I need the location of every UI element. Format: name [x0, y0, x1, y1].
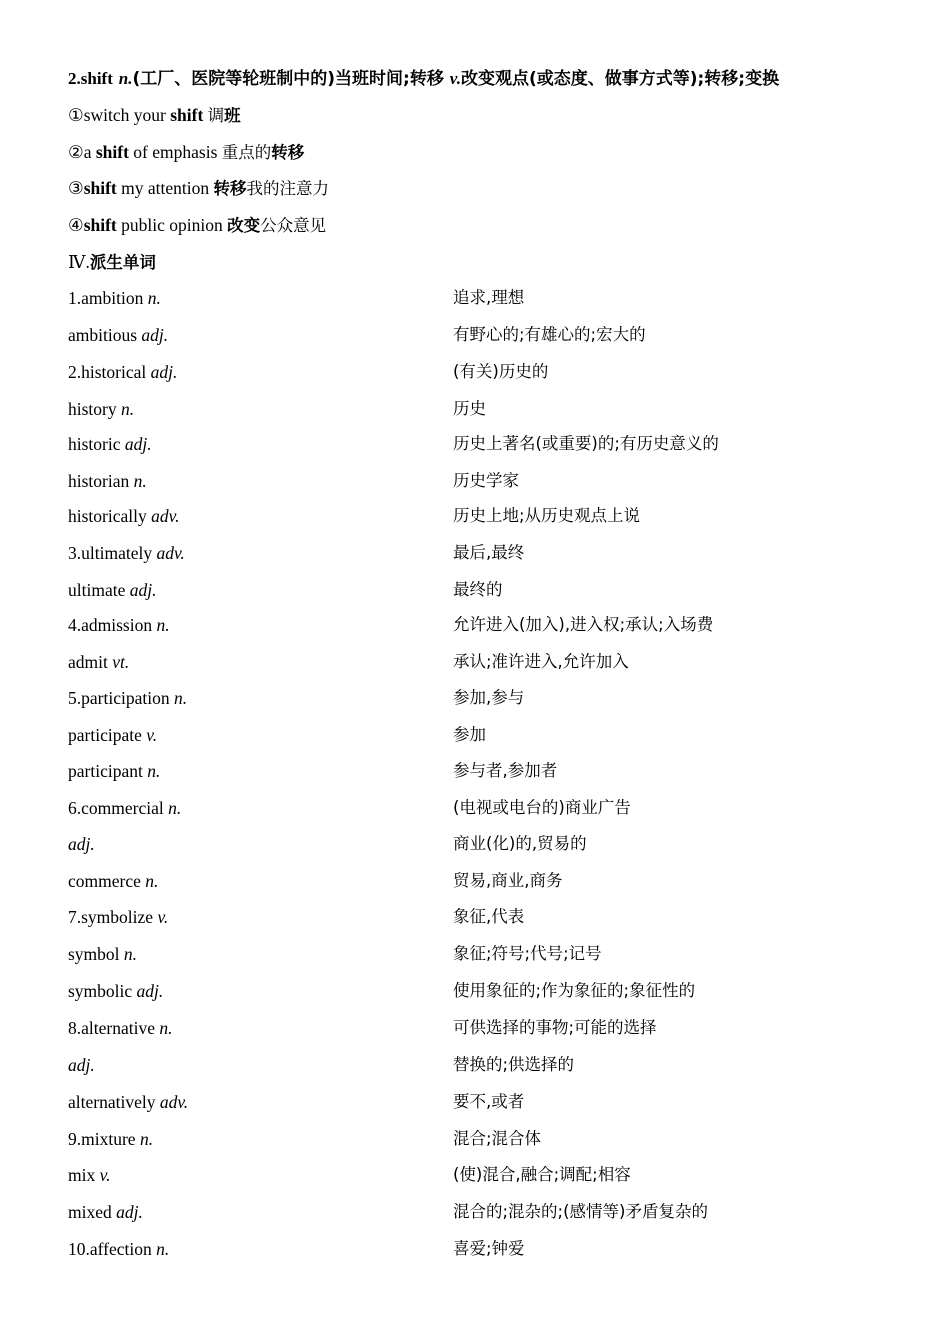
- derivative-row: [68, 469, 888, 493]
- example-keyword: shift: [83, 215, 117, 235]
- derivative-headword: participate: [68, 725, 142, 745]
- derivative-meaning: 承认;准许进入,允许加入: [453, 652, 629, 671]
- derivative-headword: participant: [68, 761, 143, 781]
- derivative-meaning: 历史上著名(或重要)的;有历史意义的: [453, 434, 719, 453]
- example-text: a: [83, 142, 96, 162]
- derivative-headword: history: [68, 399, 117, 419]
- entry-def-verb: 改变观点(或态度、做事方式等);转移;变换: [460, 69, 780, 89]
- derivative-meaning: 有野心的;有雄心的;宏大的: [453, 325, 646, 344]
- derivative-headword: mix: [68, 1165, 96, 1185]
- derivative-pos: v.: [99, 1165, 111, 1185]
- derivative-pos: n.: [173, 688, 188, 708]
- example-text: switch your: [83, 105, 171, 125]
- derivative-meaning: (有关)历史的: [453, 362, 549, 381]
- derivative-row: [68, 541, 888, 565]
- derivative-meaning: 最后,最终: [453, 543, 525, 562]
- derivative-meaning: 商业(化)的,贸易的: [453, 834, 587, 853]
- derivative-headword: 1.ambition: [68, 288, 144, 308]
- derivative-meaning: 允许进入(加入),进入权;承认;入场费: [453, 615, 714, 634]
- derivative-headword: ultimate: [68, 580, 126, 600]
- derivative-meaning: 参加: [453, 725, 486, 744]
- derivative-row: [68, 979, 888, 1003]
- derivative-meaning: 象征;符号;代号;记号: [453, 944, 602, 963]
- derivative-row: [68, 1053, 888, 1077]
- example-translation-key: 转移: [213, 179, 247, 198]
- derivative-meaning: 混合的;混杂的;(感情等)矛盾复杂的: [453, 1202, 708, 1221]
- derivative-word: [68, 1053, 95, 1077]
- derivative-row: [68, 504, 888, 528]
- derivative-headword: 2.historical: [68, 362, 147, 382]
- derivative-headword: historically: [68, 506, 147, 526]
- derivative-meaning: (电视或电台的)商业广告: [453, 798, 631, 817]
- section-title: 派生单词: [89, 253, 156, 272]
- derivative-pos: adv.: [156, 543, 185, 563]
- derivative-meaning: (使)混合,融合;调配;相容: [453, 1165, 631, 1184]
- derivative-word: [68, 650, 129, 674]
- derivative-word: [68, 286, 161, 310]
- derivative-row: [68, 432, 888, 456]
- example-line: [68, 176, 329, 201]
- entry-pos-noun: n.: [118, 69, 133, 88]
- derivative-headword: admit: [68, 652, 108, 672]
- example-translation-key: 班: [224, 106, 241, 125]
- derivative-pos: n.: [147, 288, 161, 308]
- derivative-word: [68, 796, 181, 820]
- example-text: of emphasis: [128, 142, 222, 162]
- derivative-headword: 3.ultimately: [68, 543, 153, 563]
- derivative-pos: n.: [156, 1239, 170, 1259]
- derivative-row: [68, 759, 888, 783]
- derivative-meaning: 贸易,商业,商务: [453, 871, 563, 890]
- derivative-headword: symbol: [68, 944, 120, 964]
- shift-entry-heading: [68, 67, 779, 91]
- derivative-word: [68, 469, 147, 493]
- example-text: public opinion: [116, 215, 228, 235]
- derivative-word: [68, 1016, 172, 1040]
- derivative-meaning: 历史上地;从历史观点上说: [453, 506, 641, 525]
- derivative-row: [68, 286, 888, 310]
- derivative-row: [68, 796, 888, 820]
- derivative-word: [68, 1237, 169, 1261]
- derivative-pos: adj.: [116, 1202, 143, 1222]
- entry-def-noun: (工厂、医院等轮班制中的)当班时间;转移: [132, 69, 444, 89]
- derivative-word: [68, 578, 156, 602]
- example-marker: ③: [68, 178, 84, 198]
- derivative-row: [68, 578, 888, 602]
- derivative-pos: adj.: [68, 834, 95, 854]
- derivative-row: [68, 1016, 888, 1040]
- derivative-row: [68, 1090, 888, 1114]
- example-translation-key: 改变: [227, 216, 261, 235]
- derivative-pos: n.: [159, 1018, 173, 1038]
- derivative-meaning: 象征,代表: [453, 907, 525, 926]
- derivative-headword: 6.commercial: [68, 798, 164, 818]
- derivative-word: [68, 432, 152, 456]
- derivative-row: [68, 397, 888, 421]
- section-numeral: Ⅳ.: [68, 252, 90, 272]
- example-translation: 公众意见: [260, 216, 327, 235]
- derivative-word: [68, 759, 160, 783]
- example-translation-key: 转移: [271, 143, 305, 162]
- example-keyword: shift: [83, 178, 117, 198]
- derivative-pos: adj.: [141, 325, 169, 345]
- derivative-row: [68, 1163, 888, 1187]
- example-translation: 重点的: [221, 143, 272, 162]
- derivative-word: [68, 686, 187, 710]
- example-keyword: shift: [170, 105, 204, 125]
- derivative-row: [68, 686, 888, 710]
- derivative-headword: 9.mixture: [68, 1129, 136, 1149]
- derivative-word: [68, 360, 177, 384]
- derivative-meaning: 最终的: [453, 580, 503, 599]
- derivative-meaning: 可供选择的事物;可能的选择: [453, 1018, 657, 1037]
- derivative-row: [68, 613, 888, 637]
- derivative-meaning: 参与者,参加者: [453, 761, 558, 780]
- derivative-headword: ambitious: [68, 325, 138, 345]
- derivative-headword: 5.participation: [68, 688, 170, 708]
- derivative-row: [68, 1127, 888, 1151]
- derivative-pos: adv.: [151, 506, 180, 526]
- derivative-meaning: 喜爱;钟爱: [453, 1239, 525, 1258]
- derivative-pos: adv.: [159, 1092, 189, 1112]
- example-line: [68, 103, 241, 128]
- derivative-pos: n.: [123, 944, 138, 964]
- derivative-pos: adj.: [136, 981, 164, 1001]
- derivative-word: [68, 832, 95, 856]
- derivative-word: [68, 1200, 143, 1224]
- derivative-word: [68, 1163, 110, 1187]
- derivative-row: [68, 1200, 888, 1224]
- derivative-word: [68, 905, 168, 929]
- derivative-row: [68, 832, 888, 856]
- derivative-word: [68, 1127, 153, 1151]
- derivative-pos: vt.: [112, 652, 130, 672]
- example-text: my attention: [116, 178, 214, 198]
- derivative-row: [68, 869, 888, 893]
- derivative-headword: alternatively: [68, 1092, 156, 1112]
- derivative-headword: 8.alternative: [68, 1018, 155, 1038]
- derivative-pos: n.: [139, 1129, 154, 1149]
- derivative-row: [68, 360, 888, 384]
- example-marker: ④: [68, 215, 84, 235]
- derivative-meaning: 历史学家: [453, 471, 519, 490]
- entry-pos-verb: v.: [449, 69, 461, 88]
- derivative-row: [68, 323, 888, 347]
- derivative-headword: 10.affection: [68, 1239, 152, 1259]
- derivative-word: [68, 323, 168, 347]
- derivative-headword: 4.admission: [68, 615, 153, 635]
- derivative-word: [68, 397, 134, 421]
- example-translation: 调: [207, 106, 225, 125]
- entry-number: 2.: [68, 69, 81, 88]
- derivative-pos: adj.: [129, 580, 157, 600]
- derivative-word: [68, 869, 158, 893]
- derivative-headword: historic: [68, 434, 121, 454]
- derivative-meaning: 历史: [453, 399, 486, 418]
- derivative-pos: n.: [168, 798, 182, 818]
- derivative-word: [68, 613, 170, 637]
- derivative-pos: n.: [133, 471, 147, 491]
- example-line: [68, 140, 304, 165]
- derivative-headword: mixed: [68, 1202, 112, 1222]
- example-marker: ②: [68, 142, 84, 162]
- derivative-word: [68, 1090, 188, 1114]
- derivative-pos: n.: [145, 871, 159, 891]
- derivative-word: [68, 979, 163, 1003]
- derivative-pos: adj.: [68, 1055, 95, 1075]
- derivative-headword: historian: [68, 471, 130, 491]
- derivative-row: [68, 723, 888, 747]
- derivative-word: [68, 723, 157, 747]
- derivative-meaning: 使用象征的;作为象征的;象征性的: [453, 981, 696, 1000]
- derivative-row: [68, 650, 888, 674]
- derivative-pos: n.: [121, 399, 135, 419]
- example-marker: ①: [68, 105, 84, 125]
- derivative-row: [68, 905, 888, 929]
- derivative-meaning: 追求,理想: [453, 288, 525, 307]
- derivative-word: [68, 541, 185, 565]
- derivative-pos: n.: [156, 615, 170, 635]
- derivative-headword: 7.symbolize: [68, 907, 154, 927]
- example-translation: 我的注意力: [246, 179, 329, 198]
- derivative-pos: v.: [157, 907, 169, 927]
- example-keyword: shift: [95, 142, 129, 162]
- example-line: [68, 213, 326, 238]
- derivative-word: [68, 504, 179, 528]
- entry-word: shift: [80, 69, 113, 88]
- derivative-meaning: 参加,参与: [453, 688, 525, 707]
- derivative-meaning: 混合;混合体: [453, 1129, 542, 1148]
- derivative-headword: symbolic: [68, 981, 133, 1001]
- derivative-word: [68, 942, 137, 966]
- derivative-pos: adj.: [150, 362, 178, 382]
- derivative-row: [68, 1237, 888, 1261]
- derivative-row: [68, 942, 888, 966]
- derivative-meaning: 替换的;供选择的: [453, 1055, 575, 1074]
- derivative-pos: adj.: [124, 434, 152, 454]
- derivative-pos: n.: [147, 761, 161, 781]
- derivative-pos: v.: [146, 725, 158, 745]
- section-heading: [68, 250, 156, 275]
- derivative-headword: commerce: [68, 871, 141, 891]
- derivative-meaning: 要不,或者: [453, 1092, 525, 1111]
